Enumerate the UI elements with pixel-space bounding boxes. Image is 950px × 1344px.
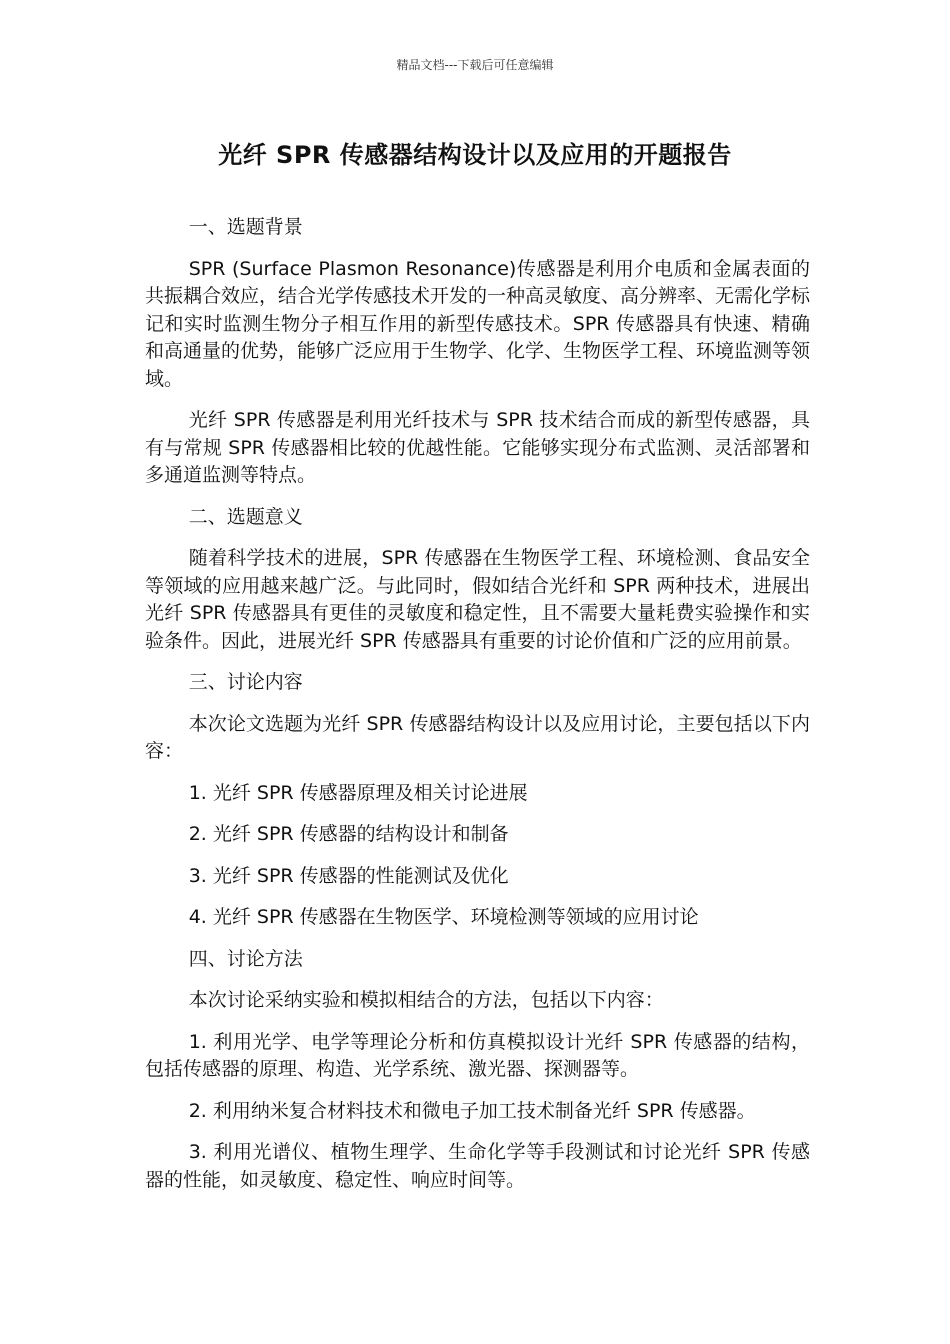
paragraph-significance: 随着科学技术的进展，SPR 传感器在生物医学工程、环境检测、食品安全等领域的应用越来越广泛。与此同时，假如结合光纤和 SPR 两种技术，进展出光纤 SPR 传感器具有更佳的灵敏度和稳定性，且不需要大量耗费实验操作和实验条件。因此，进展光纤 SPR 传感器具有重要的讨论价值和广泛的应用前景。 — [145, 547, 810, 652]
section-heading-significance: 二、选题意义 — [188, 505, 303, 528]
section-heading-methods: 四、讨论方法 — [188, 947, 303, 970]
list-item: 2. 光纤 SPR 传感器的结构设计和制备 — [188, 823, 509, 845]
paragraph-methods-intro: 本次讨论采纳实验和模拟相结合的方法，包括以下内容： — [188, 989, 664, 1011]
section-heading-content: 三、讨论内容 — [188, 671, 303, 693]
paragraph-content-intro: 本次论文选题为光纤 SPR 传感器结构设计以及应用讨论，主要包括以下内容： — [145, 712, 810, 762]
page-header: 精品文档---下载后可任意编辑 — [396, 58, 554, 72]
document-body — [145, 214, 810, 1208]
section-heading-background: 一、选题背景 — [188, 216, 303, 238]
paragraph-spr-intro: SPR (Surface Plasmon Resonance)传感器是利用介电质和金属表面的共振耦合效应，结合光学传感技术开发的一种高灵敏度、高分辨率、无需化学标记和实时监测生物分子相互作用的新型传感技术。SPR 传感器具有快速、精确和高通量的优势，能够广泛应用于生物学、化学、生物医学工程、环境监测等领域。 — [145, 257, 811, 390]
list-item: 3. 光纤 SPR 传感器的性能测试及优化 — [188, 864, 509, 887]
list-item: 1. 光纤 SPR 传感器原理及相关讨论进展 — [188, 781, 528, 804]
list-item: 4. 光纤 SPR 传感器在生物医学、环境检测等领域的应用讨论 — [188, 906, 699, 928]
list-item: 1. 利用光学、电学等理论分析和仿真模拟设计光纤 SPR 传感器的结构，包括传感器的原理、构造、光学系统、激光器、探测器等。 — [145, 1030, 810, 1080]
list-item: 3. 利用光谱仪、植物生理学、生命化学等手段测试和讨论光纤 SPR 传感器的性能，如灵敏度、稳定性、响应时间等。 — [145, 1141, 810, 1191]
list-item: 2. 利用纳米复合材料技术和微电子加工技术制备光纤 SPR 传感器。 — [188, 1099, 756, 1122]
paragraph-fiber-spr: 光纤 SPR 传感器是利用光纤技术与 SPR 技术结合而成的新型传感器，具有与常规 SPR 传感器相比较的优越性能。它能够实现分布式监测、灵活部署和多通道监测等特点。 — [145, 409, 810, 486]
document-title: 光纤 SPR 传感器结构设计以及应用的开题报告 — [218, 141, 732, 169]
